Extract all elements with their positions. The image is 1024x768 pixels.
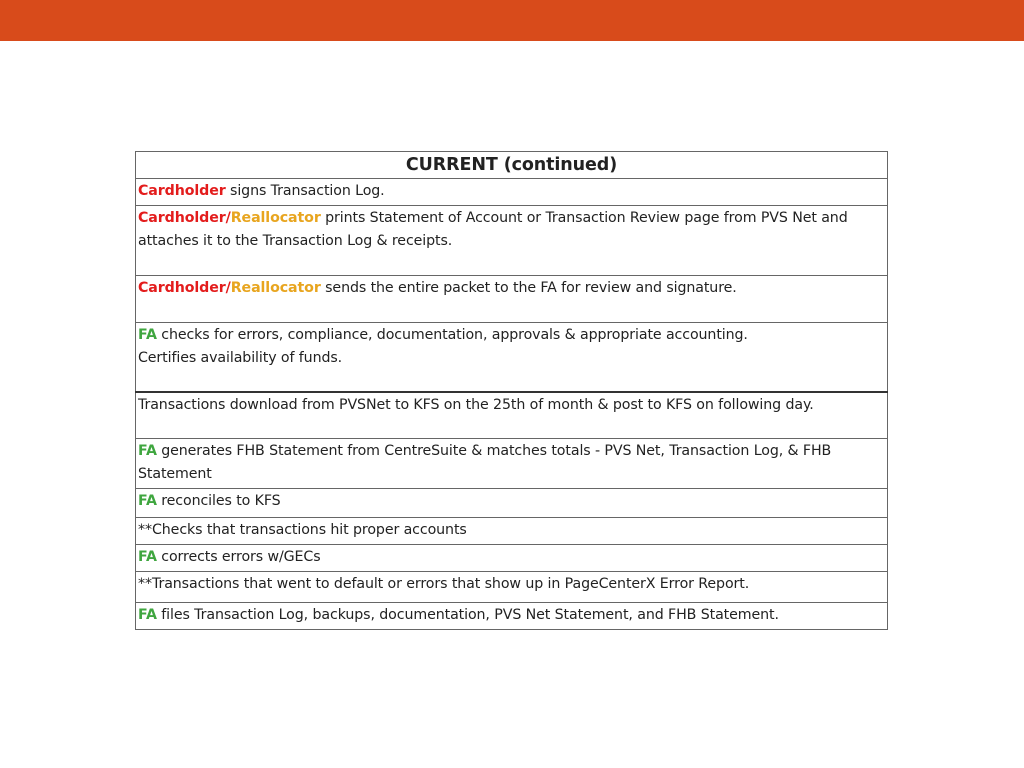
table-row bbox=[136, 518, 888, 545]
role-cardholder: Cardholder bbox=[138, 183, 226, 199]
role-fa: FA bbox=[138, 443, 157, 459]
row-text: reconciles to KFS bbox=[156, 493, 281, 509]
table-row bbox=[136, 179, 888, 206]
process-table bbox=[135, 151, 888, 630]
role-fa: FA bbox=[138, 327, 157, 343]
role-fa: FA bbox=[138, 607, 157, 623]
table-row bbox=[136, 572, 888, 603]
role-reallocator: Reallocator bbox=[230, 210, 321, 226]
role-cardholder: Cardholder bbox=[138, 280, 226, 296]
table-row bbox=[136, 545, 888, 572]
row-text: files Transaction Log, backups, documentation, PVS Net Statement, and FHB Statement. bbox=[156, 607, 779, 623]
row-text: checks for errors, compliance, documentation, approvals & appropriate accounting. bbox=[156, 327, 748, 343]
row-text: **Checks that transactions hit proper accounts bbox=[138, 522, 467, 538]
table-title: CURRENT (continued) bbox=[136, 152, 888, 179]
row-text: signs Transaction Log. bbox=[225, 183, 385, 199]
row-text: sends the entire packet to the FA for review and signature. bbox=[320, 280, 737, 296]
table-row bbox=[136, 206, 888, 276]
row-text-continued: Certifies availability of funds. bbox=[138, 350, 343, 366]
role-fa: FA bbox=[138, 493, 157, 509]
role-reallocator: Reallocator bbox=[230, 280, 321, 296]
role-cardholder: Cardholder bbox=[138, 210, 226, 226]
table-row bbox=[136, 323, 888, 392]
role-separator: / bbox=[225, 210, 231, 226]
top-accent-bar bbox=[0, 0, 1024, 41]
table-row bbox=[136, 392, 888, 439]
row-text: corrects errors w/GECs bbox=[156, 549, 321, 565]
row-text: Transactions download from PVSNet to KFS on the 25th of month & post to KFS on following day. bbox=[138, 396, 814, 413]
table-row bbox=[136, 603, 888, 630]
row-text: prints Statement of Account or Transaction Review page from PVS Net and attaches it to the Transaction Log & receipts. bbox=[138, 210, 848, 249]
role-fa: FA bbox=[138, 549, 157, 565]
role-separator: / bbox=[225, 280, 231, 296]
table-row bbox=[136, 439, 888, 489]
row-text: **Transactions that went to default or errors that show up in PageCenterX Error Report. bbox=[138, 576, 750, 592]
table-row bbox=[136, 489, 888, 518]
row-text: generates FHB Statement from CentreSuite & matches totals - PVS Net, Transaction Log, & FHB Statement bbox=[138, 443, 832, 482]
table-row bbox=[136, 276, 888, 323]
